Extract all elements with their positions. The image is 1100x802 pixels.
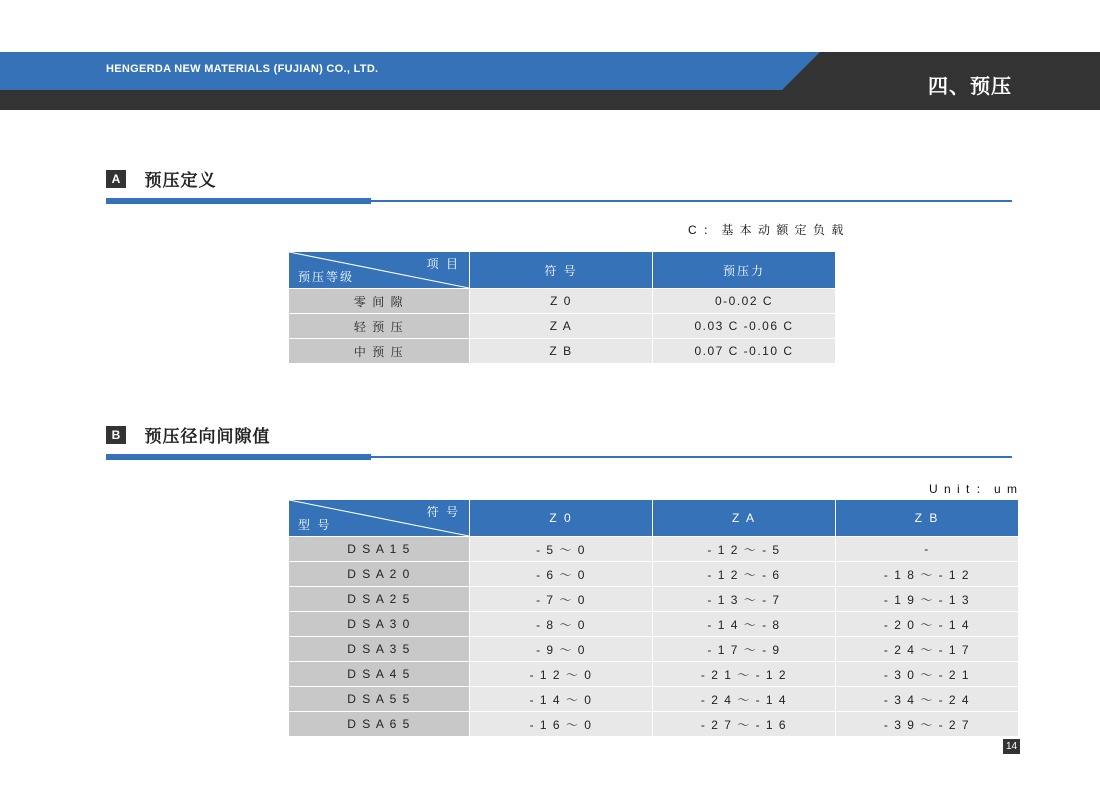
table-b-za: - 1 2 ～ - 5 bbox=[653, 537, 836, 562]
table-a-grade: 零 间 隙 bbox=[289, 289, 470, 314]
table-b-header-zb: Z B bbox=[836, 500, 1019, 537]
table-b-zb: - 3 9 ～ - 2 7 bbox=[836, 712, 1019, 737]
table-row bbox=[289, 687, 1019, 712]
table-b-z0: - 9 ～ 0 bbox=[470, 637, 653, 662]
table-row bbox=[289, 562, 1019, 587]
page-number: 14 bbox=[1003, 739, 1020, 754]
table-b-header-za: Z A bbox=[653, 500, 836, 537]
section-a bbox=[106, 166, 1012, 202]
table-b-zb: - 2 4 ～ - 1 7 bbox=[836, 637, 1019, 662]
section-b-title: 预压径向间隙值 bbox=[144, 427, 271, 446]
table-a-header-force: 预压力 bbox=[653, 252, 836, 289]
table-b-za: - 2 1 ～ - 1 2 bbox=[653, 662, 836, 687]
table-row bbox=[289, 289, 836, 314]
preload-definition-table bbox=[288, 251, 836, 364]
table-b-model: D S A 6 5 bbox=[289, 712, 470, 737]
table-b-header-z0: Z 0 bbox=[470, 500, 653, 537]
section-a-rule bbox=[106, 200, 1012, 202]
table-a-caption: C ： 基 本 动 额 定 负 载 bbox=[688, 223, 845, 237]
section-a-marker: A bbox=[106, 170, 126, 188]
table-a-symbol: Z B bbox=[470, 339, 653, 364]
table-b-zb: - 1 9 ～ - 1 3 bbox=[836, 587, 1019, 612]
table-b-zb: - 3 0 ～ - 2 1 bbox=[836, 662, 1019, 687]
table-b-model: D S A 2 0 bbox=[289, 562, 470, 587]
section-a-title: 预压定义 bbox=[144, 171, 217, 190]
table-b-model: D S A 3 0 bbox=[289, 612, 470, 637]
table-row bbox=[289, 537, 1019, 562]
table-b-model: D S A 1 5 bbox=[289, 537, 470, 562]
table-row bbox=[289, 637, 1019, 662]
table-b-zb: - 2 0 ～ - 1 4 bbox=[836, 612, 1019, 637]
table-a-symbol: Z 0 bbox=[470, 289, 653, 314]
table-row bbox=[289, 612, 1019, 637]
section-a-rule-thick bbox=[106, 198, 371, 204]
page-title: 四、预压 bbox=[928, 76, 1012, 98]
company-name: HENGERDA NEW MATERIALS (FUJIAN) CO., LTD. bbox=[106, 63, 379, 75]
table-a-corner-top-label: 项 目 bbox=[426, 257, 460, 271]
table-b-z0: - 5 ～ 0 bbox=[470, 537, 653, 562]
table-b-model: D S A 2 5 bbox=[289, 587, 470, 612]
table-b-z0: - 1 6 ～ 0 bbox=[470, 712, 653, 737]
table-row bbox=[289, 314, 836, 339]
table-row bbox=[289, 662, 1019, 687]
table-a-force: 0.03 C -0.06 C bbox=[653, 314, 836, 339]
table-a-corner-header bbox=[289, 252, 470, 289]
table-b-z0: - 6 ～ 0 bbox=[470, 562, 653, 587]
table-b-za: - 1 7 ～ - 9 bbox=[653, 637, 836, 662]
table-b-za: - 2 4 ～ - 1 4 bbox=[653, 687, 836, 712]
table-b-corner-bottom-label: 型 号 bbox=[298, 518, 332, 532]
section-b-rule-thick bbox=[106, 454, 371, 460]
section-b-rule bbox=[106, 456, 1012, 458]
table-a-header-symbol: 符 号 bbox=[470, 252, 653, 289]
table-a-force: 0.07 C -0.10 C bbox=[653, 339, 836, 364]
table-b-zb: - 1 8 ～ - 1 2 bbox=[836, 562, 1019, 587]
table-b-zb: - 3 4 ～ - 2 4 bbox=[836, 687, 1019, 712]
table-a-force: 0-0.02 C bbox=[653, 289, 836, 314]
table-b-za: - 1 4 ～ - 8 bbox=[653, 612, 836, 637]
table-b-za: - 1 2 ～ - 6 bbox=[653, 562, 836, 587]
section-b bbox=[106, 422, 1012, 458]
table-b-model: D S A 3 5 bbox=[289, 637, 470, 662]
table-b-corner-header bbox=[289, 500, 470, 537]
table-a-symbol: Z A bbox=[470, 314, 653, 339]
radial-clearance-table bbox=[288, 499, 1019, 737]
table-a-corner-bottom-label: 预压等级 bbox=[298, 270, 355, 284]
table-a-header-row bbox=[289, 252, 836, 289]
table-b-za: - 2 7 ～ - 1 6 bbox=[653, 712, 836, 737]
section-b-marker: B bbox=[106, 426, 126, 444]
table-b-z0: - 8 ～ 0 bbox=[470, 612, 653, 637]
table-row bbox=[289, 339, 836, 364]
table-a-grade: 中 预 压 bbox=[289, 339, 470, 364]
table-row bbox=[289, 712, 1019, 737]
table-b-model: D S A 5 5 bbox=[289, 687, 470, 712]
table-b-header-row bbox=[289, 500, 1019, 537]
table-a-grade: 轻 预 压 bbox=[289, 314, 470, 339]
table-b-za: - 1 3 ～ - 7 bbox=[653, 587, 836, 612]
table-b-z0: - 1 4 ～ 0 bbox=[470, 687, 653, 712]
page-header bbox=[0, 52, 1100, 110]
table-b-unit: U n i t ： u m bbox=[929, 482, 1019, 496]
table-b-zb: - bbox=[836, 537, 1019, 562]
table-b-z0: - 7 ～ 0 bbox=[470, 587, 653, 612]
table-b-corner-top-label: 符 号 bbox=[426, 505, 460, 519]
table-row bbox=[289, 587, 1019, 612]
table-b-z0: - 1 2 ～ 0 bbox=[470, 662, 653, 687]
table-b-model: D S A 4 5 bbox=[289, 662, 470, 687]
